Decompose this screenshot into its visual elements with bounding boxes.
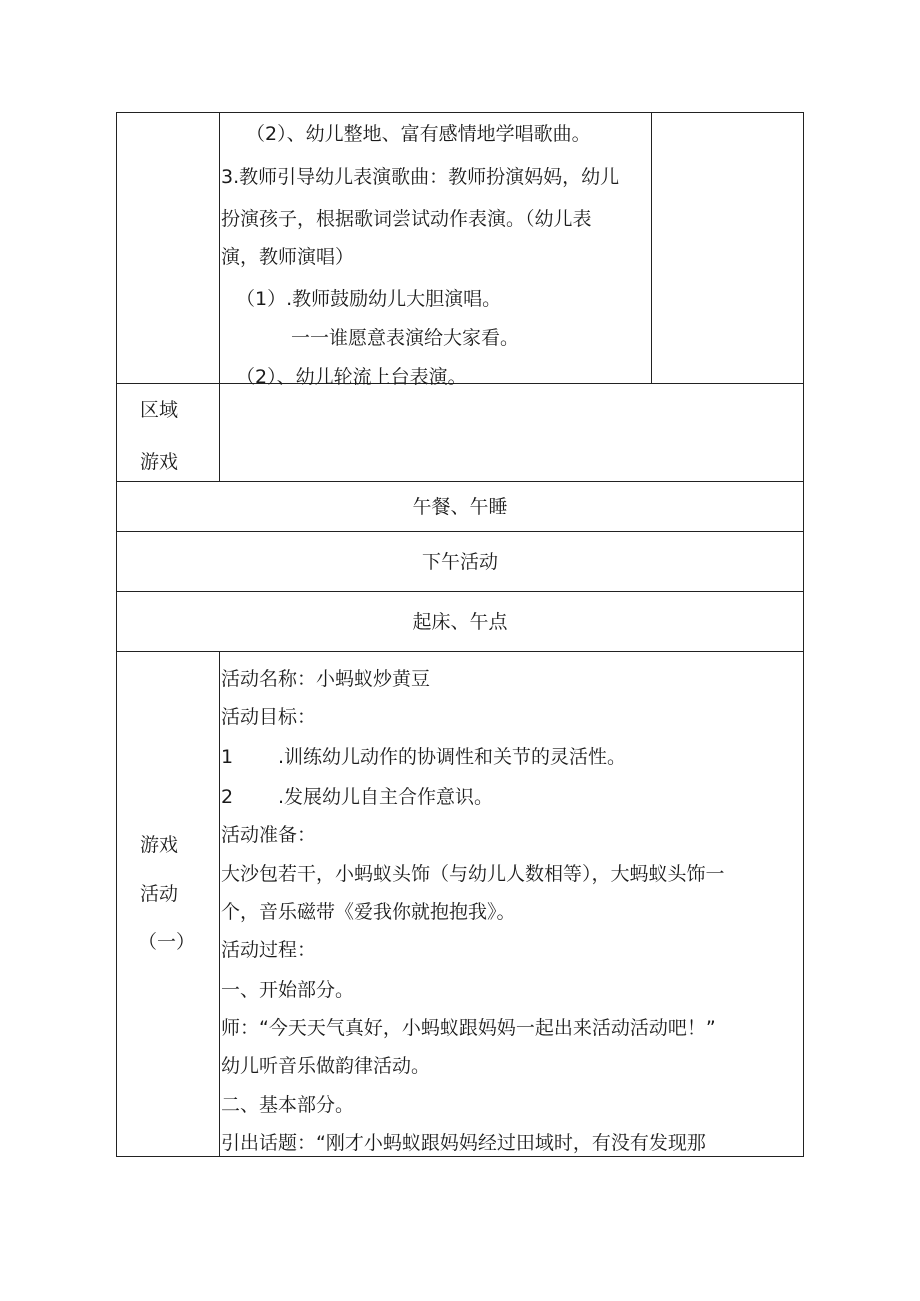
wakeup-row-label: 起床、午点 xyxy=(412,611,508,633)
process-title: 活动过程： xyxy=(221,939,317,961)
top-line-7: （2）、幼儿轮流上台表演。 xyxy=(236,366,467,388)
goals-title: 活动目标： xyxy=(221,706,317,728)
top-line-1: （2）、幼儿整地、富有感情地学唱歌曲。 xyxy=(246,123,591,145)
game-activity-label-3: （一） xyxy=(138,931,196,953)
part-1-line-1: 师：“今天天气真好，小蚂蚁跟妈妈一起出来活动活动吧！” xyxy=(221,1017,716,1039)
activity-name: 活动名称：小蚂蚁炒黄豆 xyxy=(221,668,431,690)
goal-2-text: .发展幼儿自主合作意识。 xyxy=(278,786,494,808)
part-2-title: 二、基本部分。 xyxy=(221,1094,355,1116)
part-2-line-1: 引出话题：“刚才小蚂蚁跟妈妈经过田域时，有没有发现那 xyxy=(221,1132,706,1154)
prep-line-1: 大沙包若干，小蚂蚁头饰（与幼儿人数相等），大蚂蚁头饰一 xyxy=(221,863,725,885)
goal-1-text: .训练幼儿动作的协调性和关节的灵活性。 xyxy=(278,746,627,768)
game-activity-label-2: 活动 xyxy=(140,883,179,905)
notes-column-divider xyxy=(651,112,652,384)
lunch-row-label: 午餐、午睡 xyxy=(412,496,508,518)
column-divider-top xyxy=(219,112,220,482)
top-line-2: 3.教师引导幼儿表演歌曲：教师扮演妈妈，幼儿 xyxy=(221,166,620,188)
column-divider-bottom xyxy=(219,651,220,1157)
afternoon-row-top-border xyxy=(116,531,804,532)
top-line-6: 一一谁愿意表演给大家看。 xyxy=(291,327,520,349)
top-line-4: 演，教师演唱） xyxy=(221,246,355,268)
afternoon-row-label: 下午活动 xyxy=(421,551,498,573)
table-left-border xyxy=(116,112,117,1157)
prep-title: 活动准备： xyxy=(221,824,317,846)
part-1-line-2: 幼儿听音乐做韵律活动。 xyxy=(221,1055,431,1077)
area-game-label-1: 区域 xyxy=(140,399,179,421)
goal-1-number: 1 xyxy=(221,746,234,768)
prep-line-2: 个，音乐磁带《爱我你就抱抱我》。 xyxy=(221,901,516,923)
area-game-label-2: 游戏 xyxy=(140,451,179,473)
top-line-5: （1）.教师鼓励幼儿大胆演唱。 xyxy=(236,288,502,310)
goal-2-number: 2 xyxy=(221,786,234,808)
table-right-border xyxy=(803,112,804,1157)
game-activity-label-1: 游戏 xyxy=(140,834,179,856)
wakeup-row-top-border xyxy=(116,591,804,592)
top-line-3: 扮演孩子，根据歌词尝试动作表演。（幼儿表 xyxy=(221,208,592,230)
part-1-title: 一、开始部分。 xyxy=(221,979,355,1001)
